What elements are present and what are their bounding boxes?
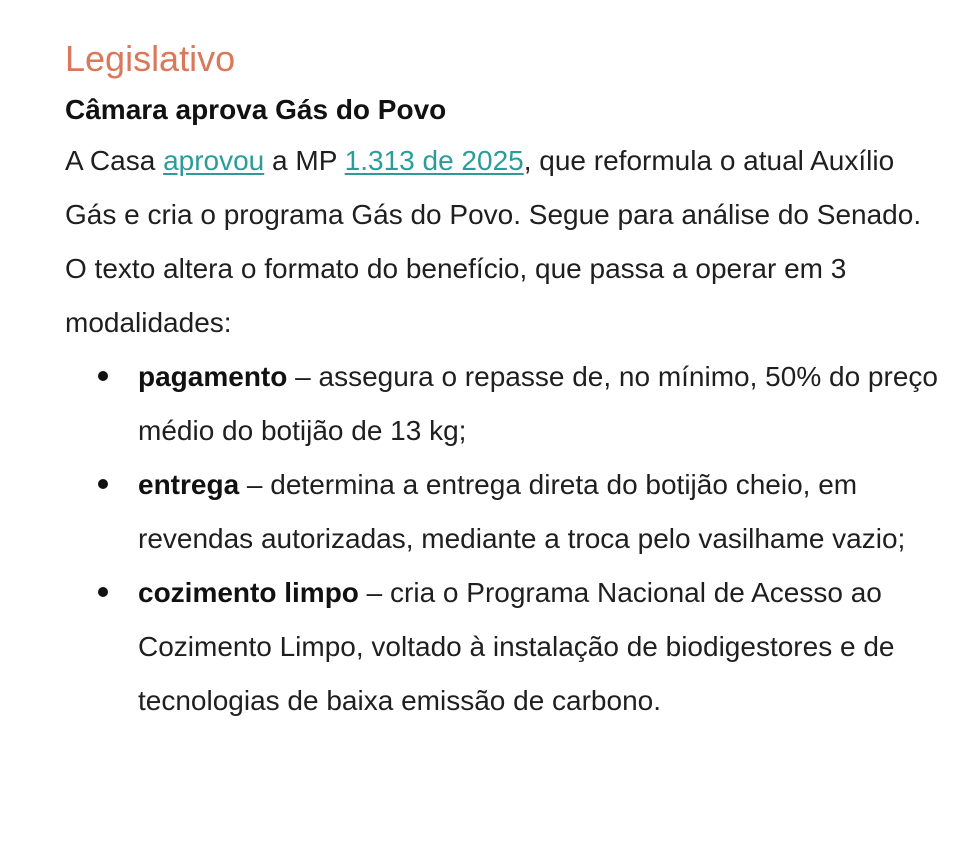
modality-term: pagamento (138, 361, 288, 392)
headline: Câmara aprova Gás do Povo (65, 94, 447, 125)
article (65, 32, 945, 728)
list-item (138, 458, 945, 566)
modality-term: cozimento limpo (138, 577, 359, 608)
intro-text-3: , que reformula o atual Auxílio Gás e cria o programa Gás do Povo. Segue para análise do Senado. O texto altera o formato do benefício, que passa a operar em 3 modalidades: (65, 145, 922, 338)
bullet-icon (98, 371, 108, 381)
list-item (138, 350, 945, 458)
intro-text-2: a MP (264, 145, 345, 176)
aprovou-link[interactable]: aprovou (163, 145, 265, 176)
modality-description: – assegura o repasse de, no mínimo, 50% do preço médio do botijão de 13 kg; (138, 361, 938, 446)
intro-text-1: A Casa (65, 145, 164, 176)
modality-description: – cria o Programa Nacional de Acesso ao Cozimento Limpo, voltado à instalação de biodigestores e de tecnologias de baixa emissão de carbono. (138, 577, 895, 716)
section-label[interactable]: Legislativo (65, 38, 236, 79)
bullet-icon (98, 587, 108, 597)
list-item (138, 566, 945, 728)
modality-term: entrega (138, 469, 240, 500)
bullet-icon (98, 479, 108, 489)
modality-description: – determina a entrega direta do botijão cheio, em revendas autorizadas, mediante a troca pelo vasilhame vazio; (138, 469, 906, 554)
intro-paragraph (65, 134, 945, 350)
mp-link[interactable]: 1.313 de 2025 (344, 145, 524, 176)
modalities-list (65, 350, 945, 728)
